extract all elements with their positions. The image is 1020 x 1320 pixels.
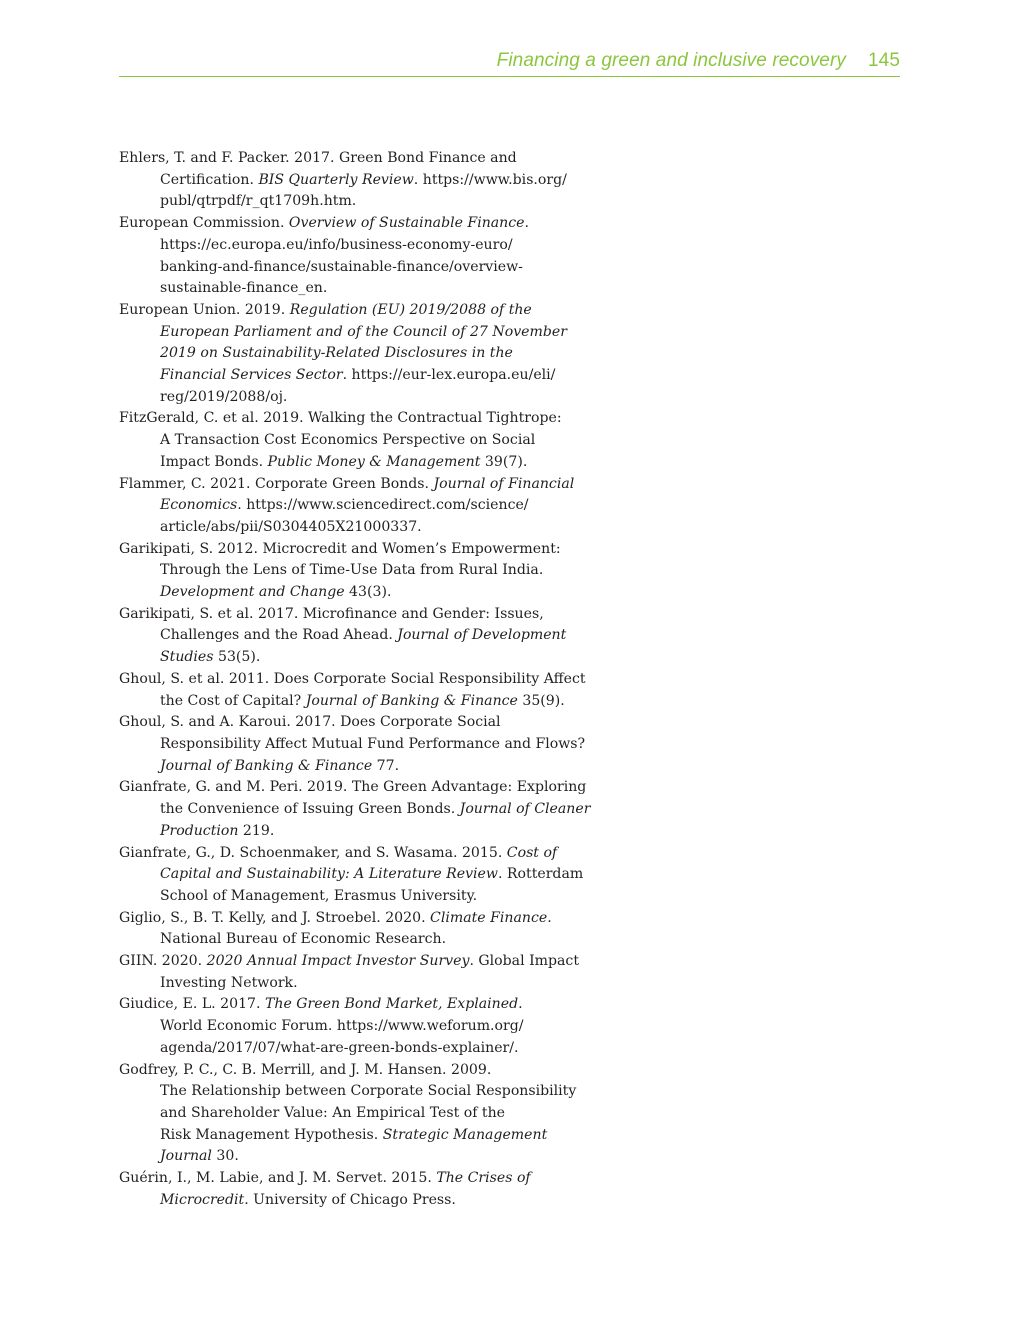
reference-line: [119, 560, 594, 582]
reference-line: [119, 387, 594, 409]
reference-italic-text: Microcredit: [160, 1191, 245, 1208]
reference-text: European Union. 2019.: [119, 301, 290, 318]
reference-line: [119, 408, 594, 430]
reference-text: School of Management, Erasmus University.: [160, 887, 478, 904]
reference-italic-text: Studies: [160, 649, 214, 666]
reference-line: [119, 495, 594, 517]
reference-line: [119, 994, 594, 1016]
reference-entry: [119, 908, 594, 951]
reference-line: [119, 712, 594, 734]
reference-text: 43(3).: [344, 584, 392, 601]
reference-italic-text: Journal: [160, 1148, 212, 1165]
reference-line: [119, 864, 594, 886]
reference-text: Impact Bonds.: [160, 453, 268, 470]
reference-line: [119, 1081, 594, 1103]
reference-text: European Commission.: [119, 215, 289, 232]
reference-line: [119, 1038, 594, 1060]
reference-line: [119, 539, 594, 561]
reference-text: . Rotterdam: [497, 866, 584, 883]
reference-text: sustainable-finance_en.: [160, 280, 328, 297]
reference-line: [119, 951, 594, 973]
reference-line: [119, 322, 594, 344]
reference-line: [119, 886, 594, 908]
reference-line: [119, 300, 594, 322]
reference-line: [119, 777, 594, 799]
reference-line: [119, 625, 594, 647]
reference-line: [119, 365, 594, 387]
reference-entry: [119, 213, 594, 300]
reference-text: banking-and-finance/sustainable-finance/overview-: [160, 258, 523, 275]
reference-text: agenda/2017/07/what-are-green-bonds-explainer/.: [160, 1039, 519, 1056]
reference-line: [119, 1125, 594, 1147]
reference-italic-text: Regulation (EU) 2019/2088 of the: [289, 301, 532, 318]
reference-entry: [119, 1168, 594, 1211]
reference-line: [119, 517, 594, 539]
reference-line: [119, 973, 594, 995]
reference-line: [119, 669, 594, 691]
reference-italic-text: European Parliament and of the Council of 27 November: [160, 323, 567, 340]
reference-text: 219.: [238, 822, 275, 839]
reference-italic-text: The Green Bond Market, Explained: [264, 996, 519, 1013]
reference-text: 30.: [211, 1148, 239, 1165]
reference-italic-text: 2020 Annual Impact Investor Survey: [206, 953, 470, 970]
reference-text: Ehlers, T. and F. Packer. 2017. Green Bond Finance and: [119, 150, 517, 166]
reference-line: [119, 734, 594, 756]
reference-italic-text: Journal of Financial: [433, 475, 575, 492]
reference-text: World Economic Forum. https://www.weforum.org/: [160, 1018, 524, 1035]
reference-entry: [119, 669, 594, 712]
reference-text: 53(5).: [213, 649, 261, 666]
reference-entry: [119, 843, 594, 908]
reference-text: .: [518, 996, 523, 1013]
reference-text: Challenges and the Road Ahead.: [160, 627, 398, 644]
reference-line: [119, 1016, 594, 1038]
reference-text: . https://www.bis.org/: [413, 171, 567, 188]
reference-text: Garikipati, S. 2012. Microcredit and Women’s Empowerment:: [119, 540, 561, 557]
reference-line: [119, 1168, 594, 1190]
reference-text: FitzGerald, C. et al. 2019. Walking the Contractual Tightrope:: [119, 410, 562, 427]
reference-italic-text: Climate Finance: [430, 909, 548, 926]
reference-line: [119, 191, 594, 213]
reference-italic-text: Journal of Development: [397, 627, 567, 644]
reference-text: https://ec.europa.eu/info/business-economy-euro/: [160, 236, 513, 253]
reference-entry: [119, 408, 594, 473]
reference-text: Godfrey, P. C., C. B. Merrill, and J. M. Hansen. 2009.: [119, 1061, 492, 1078]
reference-line: [119, 1146, 594, 1168]
reference-line: [119, 691, 594, 713]
reference-line: [119, 843, 594, 865]
reference-text: Giudice, E. L. 2017.: [119, 996, 265, 1013]
reference-entry: [119, 148, 594, 213]
reference-text: National Bureau of Economic Research.: [160, 931, 447, 948]
reference-line: [119, 343, 594, 365]
reference-italic-text: Overview of Sustainable Finance: [288, 215, 525, 232]
reference-line: [119, 257, 594, 279]
reference-entry: [119, 474, 594, 539]
reference-text: Through the Lens of Time-Use Data from Rural India.: [160, 562, 544, 579]
reference-text: 77.: [372, 757, 400, 774]
reference-text: Gianfrate, G., D. Schoenmaker, and S. Wasama. 2015.: [119, 844, 507, 861]
reference-italic-text: The Crises of: [436, 1170, 531, 1187]
reference-text: .: [524, 215, 529, 232]
reference-line: [119, 235, 594, 257]
reference-text: Gianfrate, G. and M. Peri. 2019. The Green Advantage: Exploring: [119, 779, 587, 796]
reference-line: [119, 821, 594, 843]
reference-text: 39(7).: [480, 453, 528, 470]
reference-entry: [119, 1060, 594, 1169]
reference-italic-text: Journal of Banking & Finance: [305, 692, 518, 709]
reference-line: [119, 213, 594, 235]
reference-text: Responsibility Affect Mutual Fund Performance and Flows?: [160, 735, 586, 752]
reference-line: [119, 756, 594, 778]
reference-text: Ghoul, S. and A. Karoui. 2017. Does Corporate Social: [119, 714, 501, 731]
reference-text: . Global Impact: [469, 953, 579, 970]
running-title: Financing a green and inclusive recovery: [496, 50, 846, 71]
reference-text: A Transaction Cost Economics Perspective on Social: [160, 432, 536, 449]
reference-italic-text: Capital and Sustainability: A Literature Review: [160, 866, 498, 883]
reference-text: The Relationship between Corporate Social Responsibility: [160, 1083, 577, 1100]
page-number: 145: [867, 50, 900, 71]
reference-italic-text: Cost of: [506, 844, 558, 861]
reference-text: .: [547, 909, 552, 926]
reference-text: 35(9).: [517, 692, 565, 709]
reference-text: . https://eur-lex.europa.eu/eli/: [342, 367, 556, 384]
reference-line: [119, 278, 594, 300]
reference-line: [119, 452, 594, 474]
reference-line: [119, 474, 594, 496]
reference-text: Certification.: [160, 171, 259, 188]
reference-italic-text: Journal of Banking & Finance: [160, 757, 373, 774]
reference-italic-text: Economics: [160, 497, 238, 514]
reference-line: [119, 170, 594, 192]
reference-text: GIIN. 2020.: [119, 953, 207, 970]
reference-entry: [119, 712, 594, 777]
reference-entry: [119, 994, 594, 1059]
reference-text: Giglio, S., B. T. Kelly, and J. Stroebel. 2020.: [119, 909, 431, 926]
reference-line: [119, 1060, 594, 1082]
reference-text: the Convenience of Issuing Green Bonds.: [160, 801, 460, 818]
reference-text: Risk Management Hypothesis.: [160, 1126, 383, 1143]
reference-text: . University of Chicago Press.: [244, 1191, 456, 1208]
reference-line: [119, 604, 594, 626]
reference-italic-text: Development and Change: [160, 584, 345, 601]
reference-line: [119, 647, 594, 669]
reference-italic-text: Strategic Management: [382, 1126, 548, 1143]
reference-italic-text: 2019 on Sustainability-Related Disclosures in the: [160, 345, 513, 362]
reference-text: article/abs/pii/S0304405X21000337.: [160, 518, 422, 535]
reference-text: Ghoul, S. et al. 2011. Does Corporate Social Responsibility Affect: [119, 670, 586, 687]
reference-text: the Cost of Capital?: [160, 692, 306, 709]
reference-text: Garikipati, S. et al. 2017. Microfinance and Gender: Issues,: [119, 605, 544, 622]
reference-entry: [119, 951, 594, 994]
reference-italic-text: BIS Quarterly Review: [258, 171, 414, 188]
reference-line: [119, 582, 594, 604]
reference-text: Guérin, I., M. Labie, and J. M. Servet. 2015.: [119, 1170, 437, 1187]
reference-text: Flammer, C. 2021. Corporate Green Bonds.: [119, 475, 434, 492]
reference-text: and Shareholder Value: An Empirical Test of the: [160, 1104, 506, 1121]
reference-italic-text: Financial Services Sector: [160, 367, 343, 384]
reference-entry: [119, 300, 594, 409]
reference-entry: [119, 539, 594, 604]
reference-entry: [119, 604, 594, 669]
reference-italic-text: Journal of Cleaner: [459, 801, 591, 818]
reference-italic-text: Production: [160, 822, 239, 839]
reference-text: publ/qtrpdf/r_qt1709h.htm.: [160, 193, 357, 210]
reference-text: . https://www.sciencedirect.com/science/: [237, 497, 529, 514]
reference-line: [119, 929, 594, 951]
reference-line: [119, 148, 594, 170]
reference-line: [119, 430, 594, 452]
reference-line: [119, 1190, 594, 1212]
reference-line: [119, 908, 594, 930]
reference-line: [119, 799, 594, 821]
reference-text: reg/2019/2088/oj.: [160, 388, 288, 405]
reference-italic-text: Public Money & Management: [267, 453, 481, 470]
reference-entry: [119, 777, 594, 842]
reference-line: [119, 1103, 594, 1125]
running-header: [119, 50, 900, 77]
reference-text: Investing Network.: [160, 974, 298, 991]
reference-list: [119, 148, 594, 1211]
